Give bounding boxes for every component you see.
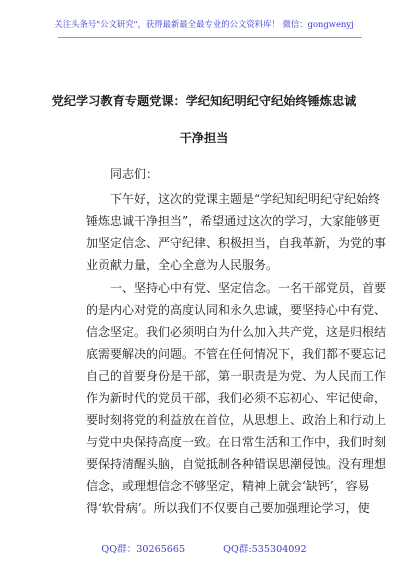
body-line: 得‘软骨病’。所以我们不仅要自己要加强理论学习，使 [86,501,370,515]
body-line: 作为新时代的党员干部，我们必须不忘初心、牢记使命， [86,391,387,405]
body-line: 业贡献力量，全心全意为人民服务。 [86,258,279,272]
footer-qq-group-1: QQ群：30265665 [101,544,186,555]
body-line: 的是内心对党的高度认同和永久忠诚，要坚持心中有党、 [86,303,387,317]
body-line: 下午好，这次的党课主题是“学纪知纪明纪守纪始终 [110,192,381,206]
document-title-continued: 干净担当 [179,131,229,145]
header-divider [58,37,362,38]
body-line: 底需要解决的问题。不管在任何情况下，我们都不要忘记 [86,347,387,361]
body-line: 信念坚定。我们必须明白为什么加入共产党，这是归根结 [86,325,387,339]
body-line: 一、坚持心中有党、坚定信念。一名干部党员，首要 [110,281,387,295]
body-line: 锤炼忠诚干净担当”，希望通过这次的学习，大家能够更 [86,214,381,228]
body-line: 自己的首要身份是干部，第一职责是为党、为人民而工作 [86,369,387,383]
body-line: 信念，或理想信念不够坚定，精神上就会‘缺钙’，容易 [86,479,370,493]
footer-qq-group-2: QQ群:535304092 [223,544,307,555]
footer-contact [0,541,408,555]
body-line: 加坚定信念、严守纪律、积极担当，自我革新，为党的事 [86,236,387,250]
body-line: 要保持清醒头脑，自觉抵制各种错误思潮侵蚀。没有理想 [86,457,387,471]
salutation: 同志们： [110,167,159,181]
document-title: 党纪学习教育专题党课：学纪知纪明纪守纪始终锤炼忠诚 [51,94,357,108]
body-line: 与党中央保持高度一致。在日常生活和工作中，我们时刻 [86,435,387,449]
header-promo-note: 关注头条号"公文研究"，获得最新最全最专业的公文资料库！ 微信：gongwenyj [54,19,354,29]
body-line: 要时刻将党的利益放在首位，从思想上、政治上和行动上 [86,413,387,427]
